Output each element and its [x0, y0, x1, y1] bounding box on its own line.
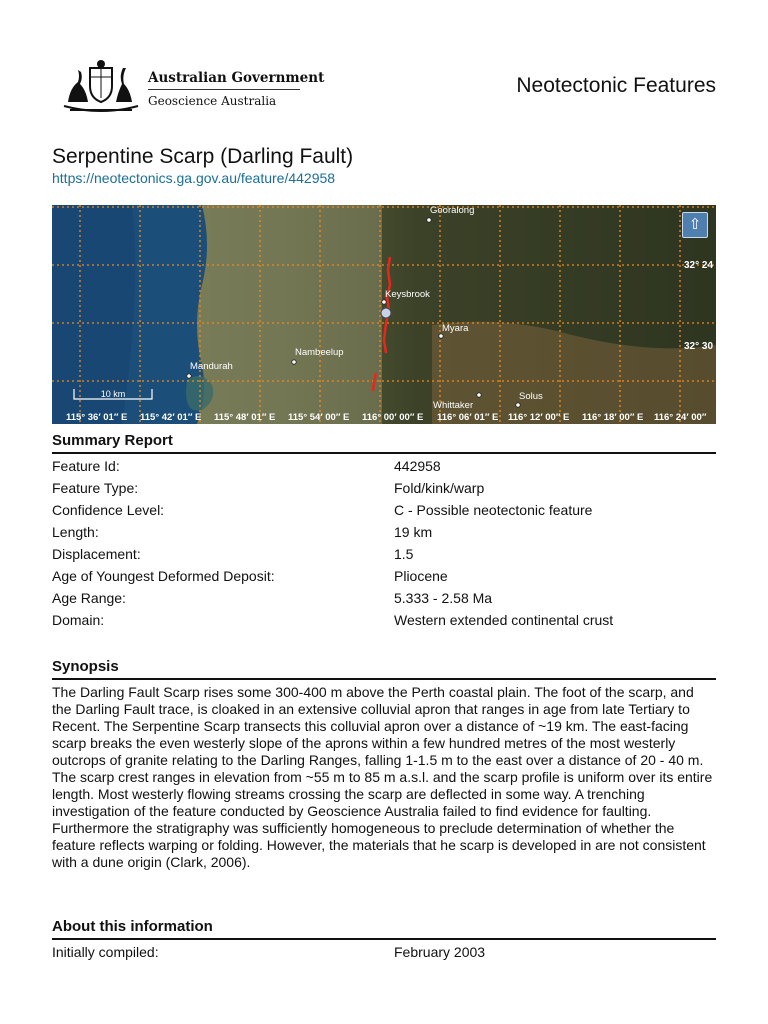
scale-label: 10 km: [100, 389, 126, 399]
feature-marker: [381, 308, 391, 318]
place-marker: [292, 360, 296, 364]
info-row: [52, 477, 716, 499]
place-marker: [187, 374, 191, 378]
place-label: Solus: [519, 391, 543, 402]
longitude-label: 116° 18′ 00″ E: [582, 412, 644, 423]
place-marker: [382, 300, 386, 304]
info-row: [52, 499, 716, 521]
place-marker: [516, 403, 520, 407]
place-marker: [439, 334, 443, 338]
info-value: 5.333 - 2.58 Ma: [394, 590, 493, 606]
info-value: 19 km: [394, 524, 433, 540]
info-value: Fold/kink/warp: [394, 480, 485, 496]
about-table: [52, 941, 716, 963]
place-label: Myara: [442, 323, 469, 334]
longitude-label: 115° 42′ 01″ E: [140, 412, 202, 423]
longitude-label: 116° 06′ 01″ E: [437, 412, 499, 423]
satellite-map: [52, 205, 716, 424]
map-home-button[interactable]: ⇧: [682, 212, 708, 238]
feature-title: Serpentine Scarp (Darling Fault): [52, 145, 354, 168]
info-row: [52, 543, 716, 565]
longitude-label: 115° 36′ 01″ E: [66, 412, 128, 423]
info-label: Length:: [52, 524, 99, 540]
feature-map[interactable]: [52, 205, 716, 424]
coastal-plain: [197, 205, 382, 424]
place-label: Gooralong: [430, 205, 475, 216]
info-label: Displacement:: [52, 546, 141, 562]
synopsis-text: The Darling Fault Scarp rises some 300-400 m above the Perth coastal plain. The foot of the scarp, and the Darling Fault trace, is cloaked in an extensive colluvial apron that ranges in age from late Tertiary to Recent. The Serpentine Scarp transects this colluvial apron over a distance of ~19 km. The east-facing scarp breaks the even westerly slope of the aprons within a few hundred metres of the most westerly outcrops of granite relating to the Darling Ranges, falling 1-1.5 m to the east over a distance of 20 - 40 m. The scarp crest ranges in elevation from ~55 m to 85 m a.s.l. and the scarp profile is uniform over its entire length. Most westerly flowing streams crossing the scarp are deflected in some way. A trenching investigation of the feature conducted by Geoscience Australia failed to find evidence for faulting. Furthermore the stratigraphy was sufficiently homogeneous to preclude determination of whether the feature reflects warping or folding. However, the materials that he scarp is developed in are not consistent with a dune origin (Clark, 2006).: [52, 684, 713, 870]
info-row: [52, 455, 716, 477]
info-label: Age Range:: [52, 590, 126, 606]
place-label: Mandurah: [190, 361, 233, 372]
info-row: [52, 941, 716, 963]
info-value: February 2003: [394, 944, 486, 960]
info-value: 1.5: [394, 546, 414, 562]
logo-divider: [148, 89, 300, 90]
longitude-label: 115° 54′ 00″ E: [288, 412, 350, 423]
longitude-label: 116° 24′ 00″: [654, 412, 707, 423]
info-value: Western extended continental crust: [394, 612, 614, 628]
summary-table: [52, 455, 716, 631]
info-row: [52, 565, 716, 587]
info-label: Initially compiled:: [52, 944, 159, 960]
place-label: Whittaker: [433, 400, 474, 411]
longitude-label: 115° 48′ 01″ E: [214, 412, 276, 423]
info-label: Feature Type:: [52, 480, 139, 496]
about-heading: About this information: [52, 918, 716, 940]
document-title: Neotectonic Features: [516, 74, 716, 97]
place-label: Nambeelup: [295, 347, 344, 358]
info-value: Pliocene: [394, 568, 448, 584]
info-value: C - Possible neotectonic feature: [394, 502, 593, 518]
info-label: Feature Id:: [52, 458, 120, 474]
longitude-label: 116° 12′ 00″ E: [508, 412, 570, 423]
agency-name: Geoscience Australia: [148, 94, 277, 108]
info-row: [52, 587, 716, 609]
synopsis-heading: Synopsis: [52, 658, 716, 680]
info-label: Age of Youngest Deformed Deposit:: [52, 568, 275, 584]
feature-url-link[interactable]: https://neotectonics.ga.gov.au/feature/442958: [52, 170, 336, 186]
latitude-label: 32° 30: [684, 341, 714, 352]
latitude-label: 32° 24: [684, 260, 714, 271]
info-value: 442958: [394, 458, 441, 474]
coat-of-arms-logo: [60, 58, 142, 114]
info-row: [52, 521, 716, 543]
page-header: [52, 58, 716, 116]
place-marker: [477, 393, 481, 397]
info-row: [52, 609, 716, 631]
place-marker: [427, 218, 431, 222]
place-label: Keysbrook: [385, 289, 430, 300]
info-label: Confidence Level:: [52, 502, 165, 518]
government-name: Australian Government: [148, 70, 325, 86]
summary-heading: Summary Report: [52, 432, 716, 454]
info-label: Domain:: [52, 612, 105, 628]
longitude-label: 116° 00′ 00″ E: [362, 412, 424, 423]
